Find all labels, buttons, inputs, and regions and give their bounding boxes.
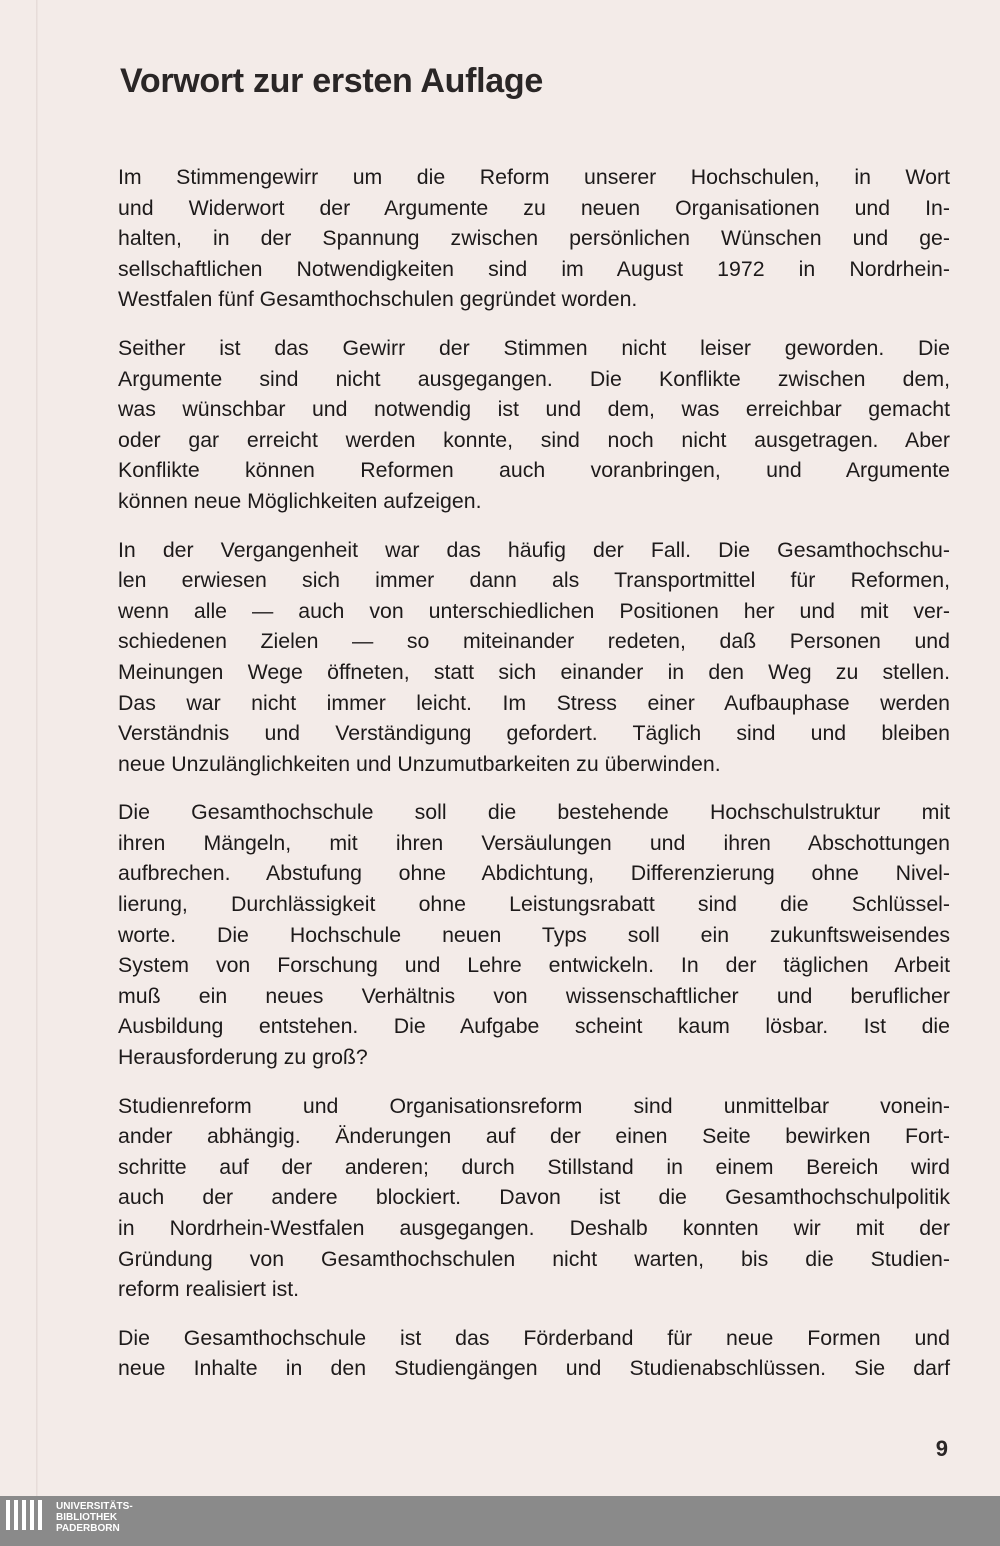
text-line: Studienreform und Organisationsreform sind unmittelbar vonein- xyxy=(118,1093,950,1118)
page-title: Vorwort zur ersten Auflage xyxy=(120,62,543,100)
paragraph xyxy=(118,1091,950,1305)
text-line: Im Stimmengewirr um die Reform unserer Hochschulen, in Wort xyxy=(118,165,950,189)
text-line: oder gar erreicht werden konnte, sind noch nicht ausgetragen. Aber xyxy=(118,427,950,452)
text-line: was wünschbar und notwendig ist und dem, was erreichbar gemacht xyxy=(118,397,950,422)
paragraph xyxy=(118,162,950,315)
page-number: 9 xyxy=(935,1436,948,1461)
text-line: Die Gesamthochschule ist das Förderband für neue Formen und xyxy=(118,1325,950,1350)
page-fold-shadow xyxy=(36,0,38,1496)
text-line: Das war nicht immer leicht. Im Stress einer Aufbauphase werden xyxy=(118,690,950,715)
text-line: ander abhängig. Änderungen auf der einen Seite bewirken Fort- xyxy=(118,1124,950,1149)
text-line: Argumente sind nicht ausgegangen. Die Konflikte zwischen dem, xyxy=(118,366,950,391)
text-line: worte. Die Hochschule neuen Typs soll ein zukunftsweisendes xyxy=(118,922,950,947)
paragraph xyxy=(118,535,950,780)
library-logo-icon xyxy=(6,1500,46,1542)
library-name-line: UNIVERSITÄTS- xyxy=(56,1501,133,1512)
text-line: Verständnis und Verständigung gefordert. Täglich sind und bleiben xyxy=(118,721,950,746)
text-line: Westfalen fünf Gesamthochschulen gegründet worden. xyxy=(118,287,638,312)
paragraph xyxy=(118,1323,950,1384)
text-line: len erwiesen sich immer dann als Transportmittel für Reformen, xyxy=(118,568,950,593)
text-line: System von Forschung und Lehre entwickeln. In der täglichen Arbeit xyxy=(118,953,950,978)
text-line: lierung, Durchlässigkeit ohne Leistungsrabatt sind die Schlüssel- xyxy=(118,892,950,917)
library-name xyxy=(56,1501,133,1534)
text-line: können neue Möglichkeiten aufzeigen. xyxy=(118,488,482,513)
text-line: Konflikte können Reformen auch voranbringen, und Argumente xyxy=(118,458,950,483)
text-line: Ausbildung entstehen. Die Aufgabe scheint kaum lösbar. Ist die xyxy=(118,1014,950,1039)
text-line: neue Inhalte in den Studiengängen und Studienabschlüssen. Sie darf xyxy=(118,1356,950,1381)
text-line: schritte auf der anderen; durch Stillstand in einem Bereich wird xyxy=(118,1154,950,1179)
body-text xyxy=(118,162,950,1402)
text-line: auch der andere blockiert. Davon ist die Gesamthochschulpolitik xyxy=(118,1185,950,1210)
text-line: neue Unzulänglichkeiten und Unzumutbarkeiten zu überwinden. xyxy=(118,751,721,776)
text-line: wenn alle — auch von unterschiedlichen Positionen her und mit ver- xyxy=(118,598,950,623)
text-line: aufbrechen. Abstufung ohne Abdichtung, Differenzierung ohne Nivel- xyxy=(118,861,950,886)
text-line: Seither ist das Gewirr der Stimmen nicht leiser geworden. Die xyxy=(118,335,950,360)
text-line: halten, in der Spannung zwischen persönlichen Wünschen und ge- xyxy=(118,226,950,251)
text-line: In der Vergangenheit war das häufig der Fall. Die Gesamthochschu- xyxy=(118,537,950,562)
library-name-line: PADERBORN xyxy=(56,1523,120,1534)
text-line: schiedenen Zielen — so miteinander redeten, daß Personen und xyxy=(118,629,950,654)
paragraph xyxy=(118,333,950,517)
text-line: muß ein neues Verhältnis von wissenschaftlicher und beruflicher xyxy=(118,983,950,1008)
paragraph xyxy=(118,797,950,1072)
text-line: Die Gesamthochschule soll die bestehende Hochschulstruktur mit xyxy=(118,800,950,825)
library-footer-bar xyxy=(0,1496,1000,1546)
text-line: ihren Mängeln, mit ihren Versäulungen und ihren Abschottungen xyxy=(118,830,950,855)
text-line: in Nordrhein-Westfalen ausgegangen. Deshalb konnten wir mit der xyxy=(118,1216,950,1240)
text-line: Meinungen Wege öffneten, statt sich einander in den Weg zu stellen. xyxy=(118,659,950,684)
text-line: sellschaftlichen Notwendigkeiten sind im August 1972 in Nordrhein- xyxy=(118,256,950,281)
text-line: Herausforderung zu groß? xyxy=(118,1045,368,1070)
text-line: reform realisiert ist. xyxy=(118,1277,300,1302)
text-line: Gründung von Gesamthochschulen nicht warten, bis die Studien- xyxy=(118,1246,950,1271)
text-line: und Widerwort der Argumente zu neuen Organisationen und In- xyxy=(118,195,950,220)
library-name-line: BIBLIOTHEK xyxy=(56,1512,118,1523)
